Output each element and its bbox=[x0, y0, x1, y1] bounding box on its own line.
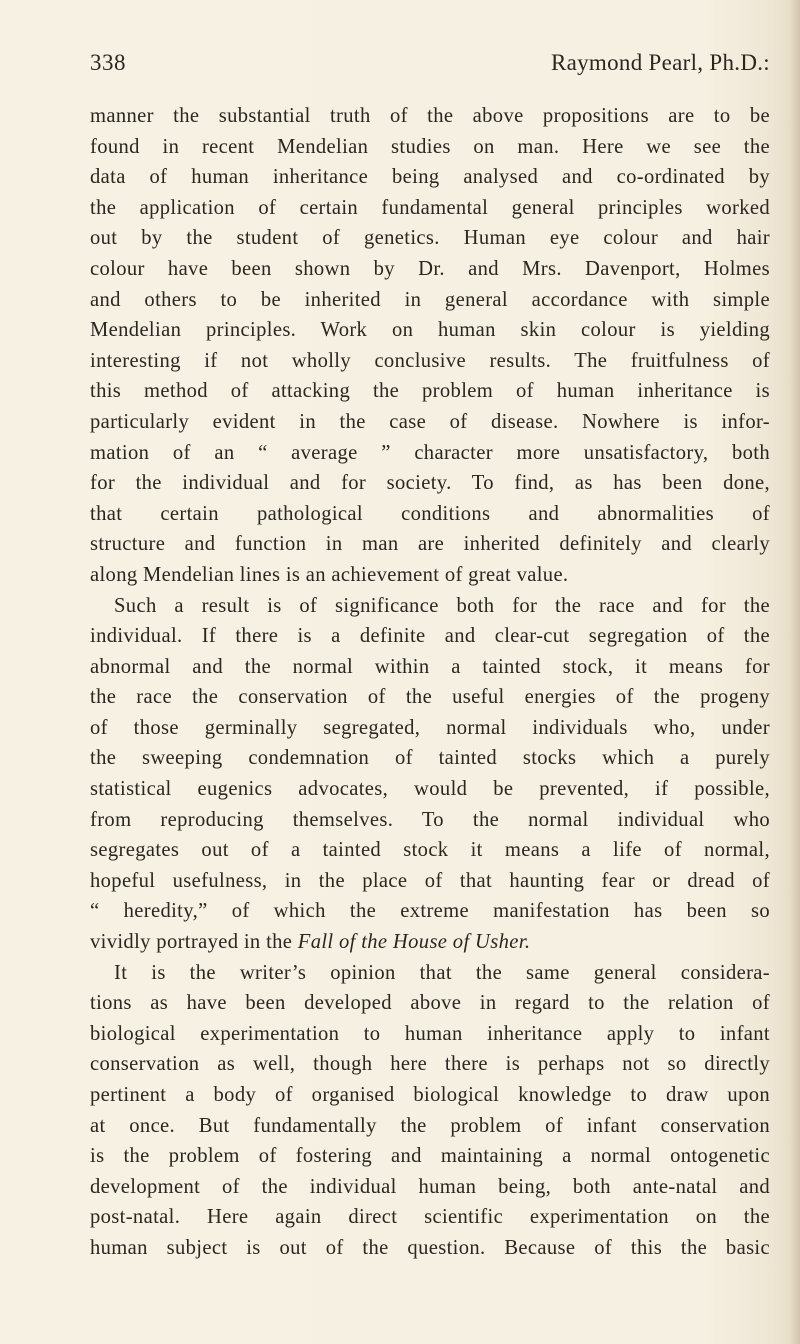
text-line: is the problem of fostering and maintaining a normal ontogenetic bbox=[90, 1145, 770, 1168]
text-line: that certain pathological conditions and abnormalities of bbox=[90, 502, 770, 525]
text-line: abnormal and the normal within a tainted stock, it means for bbox=[90, 655, 770, 678]
text-line: “ heredity,” of which the extreme manifestation has been so bbox=[90, 900, 770, 923]
text-line: this method of attacking the problem of human inheritance is bbox=[90, 380, 770, 403]
text-line: data of human inheritance being analysed and co-ordinated by bbox=[90, 166, 770, 189]
text-line bbox=[90, 927, 770, 958]
text-line: tions as have been developed above in regard to the relation of bbox=[90, 992, 770, 1015]
text-line: statistical eugenics advocates, would be prevented, if possible, bbox=[90, 778, 770, 801]
text-line: at once. But fundamentally the problem of infant conservation bbox=[90, 1114, 770, 1137]
text-line: segregates out of a tainted stock it means a life of normal, bbox=[90, 839, 770, 862]
text-line: out by the student of genetics. Human eye colour and hair bbox=[90, 227, 770, 250]
paragraph-3 bbox=[90, 958, 770, 1264]
text-line: pertinent a body of organised biological knowledge to draw upon bbox=[90, 1084, 770, 1106]
text-line: Such a result is of significance both for the race and for the bbox=[114, 594, 770, 617]
text-line: along Mendelian lines is an achievement of great value. bbox=[90, 563, 569, 586]
page-number: 338 bbox=[90, 50, 126, 75]
text-line: mation of an “ average ” character more unsatisfactory, both bbox=[90, 441, 770, 464]
paragraph-1 bbox=[90, 101, 770, 591]
page-header bbox=[90, 50, 770, 86]
text-line: hopeful usefulness, in the place of that haunting fear or dread of bbox=[90, 869, 770, 892]
text-line: manner the substantial truth of the above propositions are to be bbox=[90, 105, 770, 127]
text-line: individual. If there is a definite and clear-cut segregation of the bbox=[90, 625, 770, 648]
page-edge-shadow bbox=[790, 0, 800, 1344]
text-line: human subject is out of the question. Because of this the basic bbox=[90, 1236, 770, 1259]
text-line: the application of certain fundamental general principles worked bbox=[90, 196, 770, 219]
text-line: found in recent Mendelian studies on man. Here we see the bbox=[90, 135, 770, 158]
text-line: interesting if not wholly conclusive results. The fruitfulness of bbox=[90, 349, 770, 372]
text-fragment: vividly portrayed in the bbox=[90, 931, 298, 954]
text-line: conservation as well, though here there is perhaps not so directly bbox=[90, 1053, 770, 1076]
text-line: structure and function in man are inherited definitely and clearly bbox=[90, 533, 770, 556]
text-line: particularly evident in the case of disease. Nowhere is infor- bbox=[90, 410, 770, 433]
text-line: the sweeping condemnation of tainted stocks which a purely bbox=[90, 747, 770, 770]
book-title-italic: Fall of the House of Usher. bbox=[297, 931, 531, 954]
text-line: post-natal. Here again direct scientific experimentation on the bbox=[90, 1206, 770, 1229]
text-line: for the individual and for society. To find, as has been done, bbox=[90, 472, 770, 495]
text-line: of those germinally segregated, normal individuals who, under bbox=[90, 716, 770, 739]
text-line: biological experimentation to human inheritance apply to infant bbox=[90, 1022, 770, 1045]
text-line: from reproducing themselves. To the normal individual who bbox=[90, 808, 770, 831]
body-text bbox=[90, 101, 770, 1264]
text-line: development of the individual human being, both ante-natal and bbox=[90, 1175, 770, 1198]
text-line: and others to be inherited in general accordance with simple bbox=[90, 288, 770, 311]
paragraph-2 bbox=[90, 591, 770, 958]
text-line: Mendelian principles. Work on human skin colour is yielding bbox=[90, 319, 770, 342]
running-head: Raymond Pearl, Ph.D.: bbox=[550, 50, 770, 75]
text-line: the race the conservation of the useful energies of the progeny bbox=[90, 686, 770, 709]
text-line: colour have been shown by Dr. and Mrs. Davenport, Holmes bbox=[90, 257, 770, 280]
text-line: It is the writer’s opinion that the same general considera- bbox=[114, 961, 770, 984]
